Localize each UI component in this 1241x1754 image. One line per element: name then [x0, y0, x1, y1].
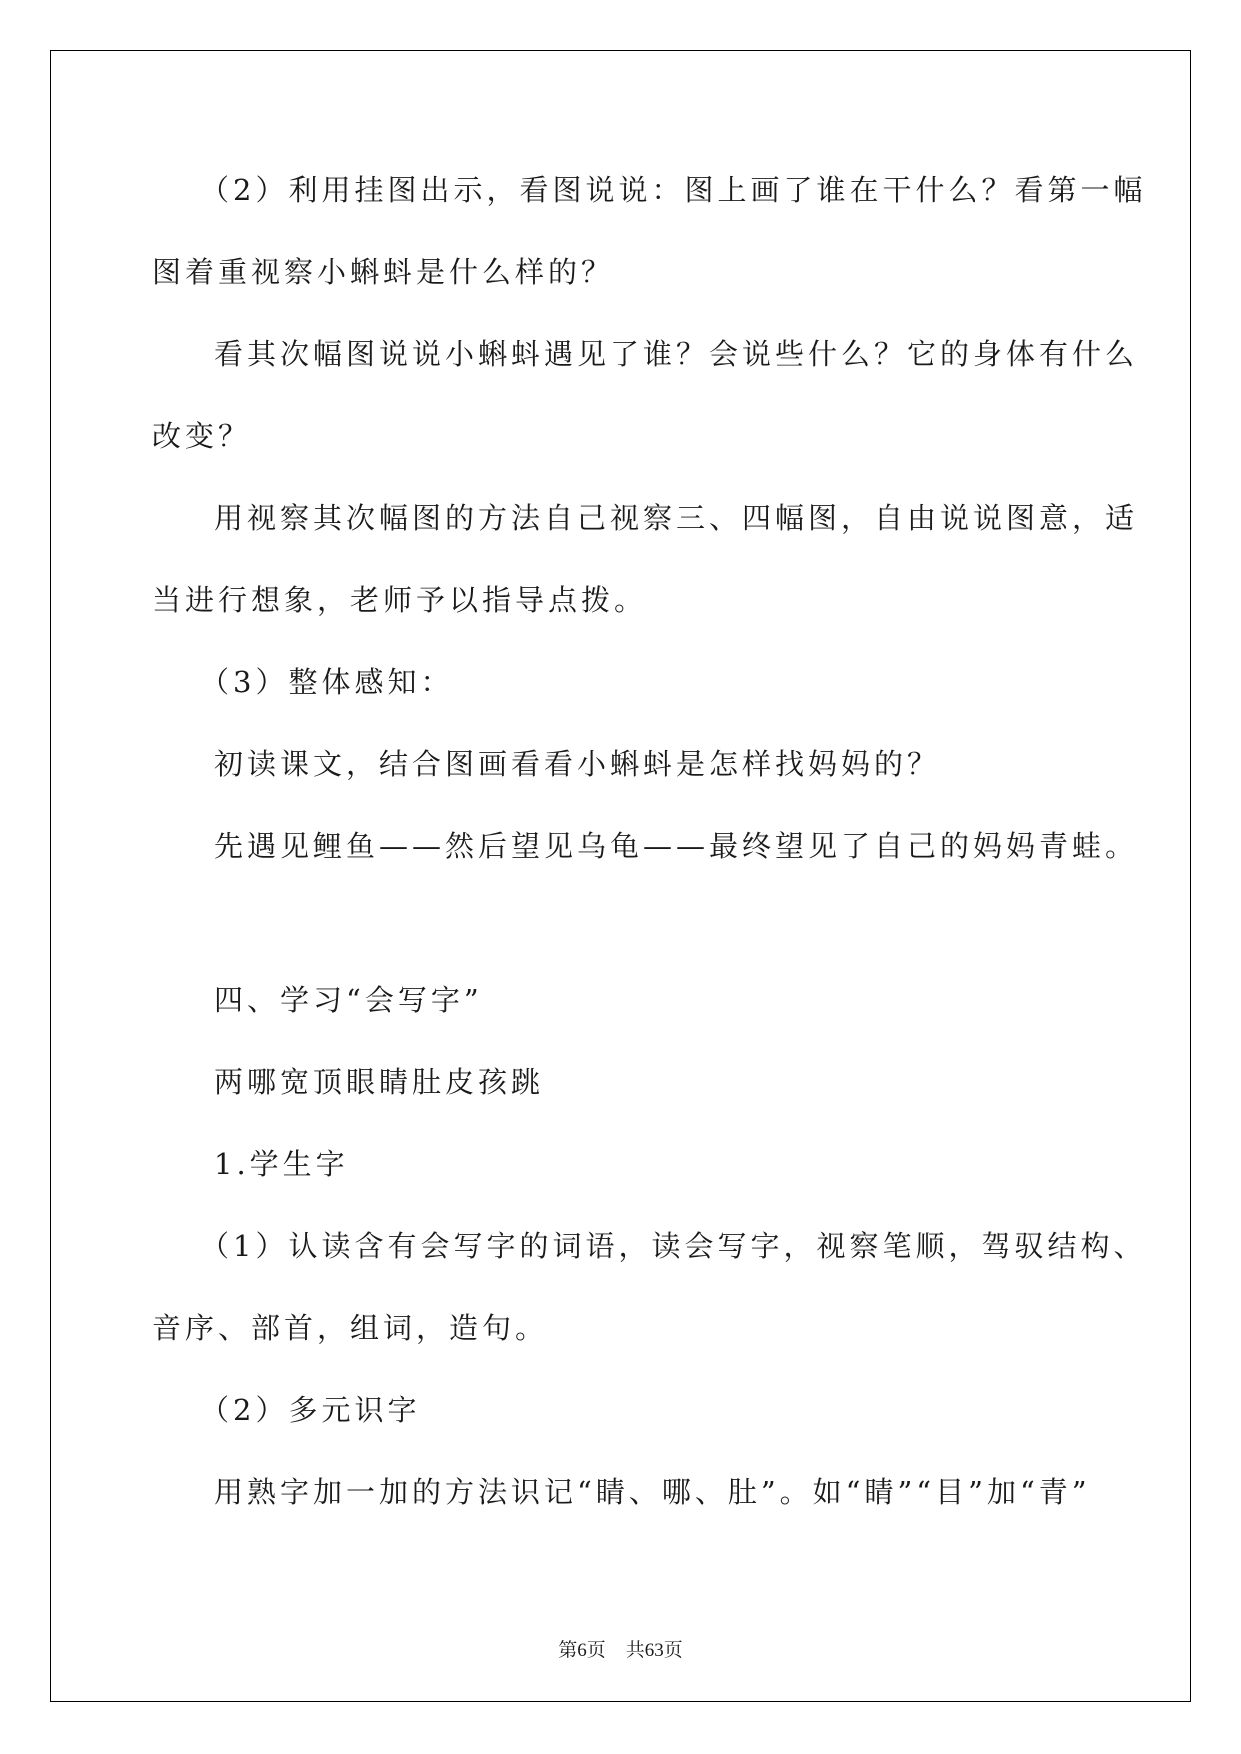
- paragraph-line: 两哪宽顶眼睛肚皮孩跳: [214, 1065, 545, 1099]
- paragraph-line: 音序、部首，组词，造句。: [152, 1311, 549, 1345]
- page-number: 第6页: [558, 1640, 606, 1661]
- page-footer: [0, 1635, 1241, 1662]
- paragraph-line: （2）利用挂图出示，看图说说：图上画了谁在干什么？看第一幅: [200, 173, 1147, 207]
- page-total: 共63页: [625, 1640, 683, 1661]
- paragraph-line: 当进行想象，老师予以指导点拨。: [152, 583, 648, 617]
- paragraph-line: 用视察其次幅图的方法自己视察三、四幅图，自由说说图意，适: [214, 501, 1139, 535]
- paragraph-line: 图着重视察小蝌蚪是什么样的？: [152, 255, 615, 289]
- paragraph-line: （2）多元识字: [200, 1393, 421, 1427]
- paragraph-line: 1.学生字: [214, 1147, 349, 1181]
- paragraph-line: 用熟字加一加的方法识记“睛、哪、肚”。如“睛”“目”加“青”: [214, 1475, 1091, 1509]
- page-border: [50, 50, 1191, 1702]
- paragraph-line: 看其次幅图说说小蝌蚪遇见了谁？会说些什么？它的身体有什么: [214, 337, 1139, 371]
- paragraph-line: 先遇见鲤鱼——然后望见乌龟——最终望见了自己的妈妈青蛙。: [214, 829, 1139, 863]
- paragraph-line: （1）认读含有会写字的词语，读会写字，视察笔顺，驾驭结构、: [200, 1229, 1147, 1263]
- paragraph-line: 改变？: [152, 419, 252, 453]
- section-heading: 四、学习“会写字”: [214, 983, 483, 1017]
- paragraph-line: 初读课文，结合图画看看小蝌蚪是怎样找妈妈的？: [214, 747, 941, 781]
- paragraph-line: （3）整体感知：: [200, 665, 454, 699]
